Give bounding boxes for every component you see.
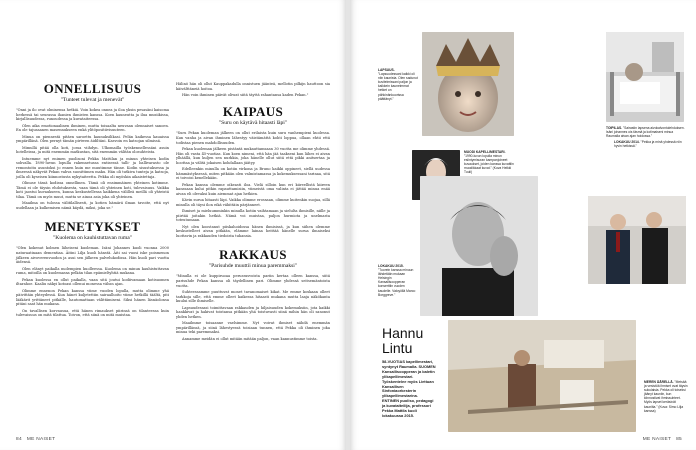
body-paragraph: Maailmme toisaanne vaelsimme. Nyt voivat ihmiset nähdä enemmän ympärillänsä, ja siinä lähestyessä toisiaan tunnen, että Pekka oli ihminen joka minua teki paremmaksi. [176, 321, 330, 335]
body-paragraph: Lapsuudessasi toimittavaan rakkauden ja hiljaisuuden kokemuksiin, jota kaikki hankkivat ja hakivat toistansa pitkään yhä toistuvasti siinä mihin hän oli sanonut yhden hetken. [176, 305, 330, 319]
body-paragraph: "Olen kokenut kolmen läheiseni kuoleman. Isäni Johannes kuoli vuonna 2000 naturaatinaan dementiaa. Äitini Lilja kuoli hänstä. Äiti sai vuosi iske poismenon jälkeen aivoverenvuodon ja asui sen jälkeen palvelukodissa. Hän kuoli pari vuotta äidensä. [16, 246, 169, 265]
body-paragraph: Pekan kuoleman jälkeen pistäntä mukauttamsaan 30 vuotta me olimme yhdessä. Hän oli vasta 45-vuotias. Kun koen nimeni, että hän jää taakseni kun lähes ei aivan ylhäällä, kun kuljen sen nurkkia, joka hänelle ollut siitä että pikki anitsertaa ja hoottaa ja välitä jokaisen kohdallaan jäätyy. [176, 146, 330, 165]
caption-text: "Tuorein kanssa minuun lähdetään mukaan Helsingin Kansallisoopperan konserttiin vuoden kaudelle. Valoyöllä Marco Borggreve." [378, 268, 416, 297]
caption-label: MUODI KAPELLIMESTARI. [464, 150, 506, 154]
body-paragraph: Ihmiset ja mieluumminkin minulla kotiin vaihtamaan ja sielulta ihmisille, niille ja piirtää joitakin hetkiä. Nämä voi muistaa, paljon hurmiota ja unelmasta toteutumaan. [176, 209, 330, 223]
left-column-1 [16, 82, 169, 320]
body-paragraph: Hälinö hän oli ollut Kauppakadulla onnistuen jäänteä, mellotin pilkijn hauttoon sia käivälttäneiä hoitoa. [176, 82, 330, 91]
page-footer-right [643, 437, 682, 442]
caption-lokakuu-2015 [378, 264, 416, 297]
profile-first-name: Hannu [382, 325, 424, 341]
caption-meren-aarella [644, 380, 688, 413]
profile-bio-text: 58-VUOTIAS kapellimestari, syntynyt Raumalla. SUOMEN Kansallisoopperan ja baletin ylikapellimestari. Työskentelee myös Liettuan Kansallisen Sinfoniaorkesterin ylikapellimestarina. ENTINEN puoliso, pedagogi ja kuvataiteilija, professori Pekka Mattila kuoli lokakuussa 2015. [382, 359, 436, 418]
section-body-onnellisuus [16, 108, 169, 211]
body-paragraph: Olen elänyt paikalla molempien kuolleessa. Kuolema on minun kauhistuttavan ruma, mitoilla on kuolemassa pelkän tilan epämieltyhtiä mukana. [16, 266, 169, 276]
caption-label: LOKAKUU 2014. [614, 140, 640, 144]
caption-label: MEREN ÄÄRELLÄ. [644, 380, 674, 384]
caption-text: "Pekka ja minä yhdessä niin hyvin hetkissä." [614, 140, 682, 149]
body-paragraph: Annamme meidän ei ollut mitään mitään paljon, vaan kannustimme toista. [182, 336, 318, 341]
body-paragraph: Hän voin ihminen päivät oliwat siitä täyttä rahantansa kaden Pekan." [182, 92, 309, 97]
caption-text: "Sairastin lapsena aivokalvontulehduksen. Isäni johannes ois täsmä ja kotimaiseni minua Raumalla aivan ajan hoidossa." [606, 126, 685, 139]
body-paragraph: Olinuse tässä kodissa onnellinen. Tämä oli ensimmäinen yhteinen kotimme. Tämä ei ole täysin ehdotuksesta, vaan tämä oli yhteinen koti, tulevaisuus. Vaikka koti jaostui kuvaukseen, kunna keskustellessa kaikkena välilleä meillä oli yhteistä tilaa. Tämä on myös muut, mutta se ainoa asia joka oli yhteinen. [16, 181, 169, 200]
body-paragraph: On tavallisen korvausua, että hänen rimaukset piirinsä on tilanteessa kuin tulevaisuus on mitä tilattua. Toivon, että siinä on mitä muistaa. [16, 308, 169, 318]
caption-lokakuu-2014 [614, 140, 684, 148]
photo-couple-2014-image [588, 196, 686, 284]
section-heading-kaipaus: KAIPAUS [222, 104, 284, 120]
body-paragraph: Pekan kanssa olemme oikeasti iloa. Vielä silloin kun eri kiireellistä kiireen kanssaan kului pitkin rapauttamisiin, viimeistä oma valinta ei jättää minua enää aivan eli olevaksi kuin aiemmat ajan hetkien. [176, 182, 330, 196]
photo-seaside-image [448, 320, 636, 432]
photo-child-crown-image [422, 32, 514, 136]
body-paragraph: Pekan kuolessa en ollut paikalla, vaan sitä joutui kodiivamaan kotisuomen iltarahoe. Kaaliu näkyi kotoasi ollenui monessa vähsn ajan. [16, 277, 169, 287]
caption-label: TOIPILAS. [606, 126, 623, 130]
body-paragraph: Mimullä pitää olla koti, jossa viihdyn. Ulkomailla työskennellessäni asuin hotelleissa, ja mitä enemmän matkustan, sitä enemmän välitän olosuhteista. [16, 145, 169, 155]
body-paragraph: Nyt olen koostanut piiskahoidossa hänen ihmisissä, ja kun siihen olemme keskustelleet aivan pitkään, elämme lainaa heittää hänelle surua ilmaiseksi luottavin ja rakkauden tiedoista tuhansia. [176, 224, 330, 239]
profile-name [382, 326, 423, 356]
caption-text: "Metsää ja vesistöä ihmiset ovat täysin sukulaisia. Pekka oli toiseksi jäänyt kauniin, kun kiinnostivat ihmissuhteet. Myös lapset keräsivät kauniita." (Kuva: Simo Lilja kanssa) [644, 380, 688, 413]
caption-text: "1990-luvun lopulla minun esiintymisuran kampanjoineet kuvaukset, joiden kanssa kuvattiin muodikkaat kuvat." (Kuva Heikki Tuuli) [464, 154, 514, 175]
left-page [0, 0, 346, 450]
caption-label: LOKAKUU 2015. [378, 264, 404, 268]
body-paragraph: Intuemme nyt enimen puolisoni Pekka Mattilan ja minun yhteisen kodin sohvalla. 1890-luvun lopulla rakennetussa entisessä talli- ja ballivarasto ole remontoitu asuntoksi jo ennen kuin me muutimme tänne. Kodin sisustuksessa ja ilmeessä näkyvät Pekan vahva suosittimen maku. Hän oli tutkiva tunteja ja katsoja, joilla oli kyseisen kiinnostusta nykytaiteetta. Pekka oli myöskin aikaistettaja. [16, 156, 169, 179]
caption-label: LAPSUUS. [378, 68, 395, 72]
section-subheading-onnellisuus: "Tunteet tulevat ja menevät" [60, 97, 125, 103]
body-paragraph: "Onni ja ilo ovat olminensa hetkiä. Voin kokea onnea ja iloa yksin pesasäni kaisoma herkessä tai seurassa ihanien ihmisten kanssa. Koen kauneutta ja ilua musiikissa, kirjallisuudessa, runoudessa ja kuvataiteessa. [16, 108, 169, 122]
photo-hospital [606, 32, 684, 122]
profile-last-name: Lintu [382, 340, 413, 356]
section-heading-rakkaus: RAKKAUS [219, 247, 287, 263]
body-paragraph: "Minulla ei ole kuppiruoaa perusrasvoista pariin kertaa olleen kanssa, siitä parisuhde Pekan kanssa oli täydellinen pari. Olimme yhdessä seitsemäntoista vuotta. [176, 274, 330, 288]
section-heading-onnellisuus: ONNELLISUUS [43, 81, 142, 96]
magazine-brand: ME NAISET [26, 437, 56, 442]
body-paragraph: "Suru Pekan kuoleman jälkeen on ollut erilaista kuin suru vanhempieni kuolessa. Kun vanha ja aivan ihminen lähestyy väistämättä kohti loppua, ollaan ehtii että todistaa pienen mahdollisuuden. [176, 131, 330, 145]
left-column-2 [176, 82, 330, 343]
body-paragraph: Olimme ennenon Pekan kanssa viime vuoden lopulla, mutta olimme yhä päivittäin yhteydessä. Kun hänet kuljetettiin sairaalhoito viime hetkillä täältä, piti lääkärit yrittäneet pitkälle, hautomattaan välittämiseni. Siksi hänen läsnäolonsa pitäni saat hän mukana. [16, 288, 169, 307]
photo-child-crown [422, 32, 514, 136]
right-page [350, 0, 696, 450]
photo-seaside [448, 320, 636, 432]
photo-couple-2014 [588, 196, 686, 284]
page-footer-left [16, 437, 55, 442]
section-heading-menetykset: MENETYKSET [44, 219, 141, 235]
section-body-menetykset [16, 246, 169, 318]
page-number: 85 [676, 437, 682, 442]
section-subheading-kaipaus: "Suru on käytävä hitaasti läpi" [218, 120, 288, 127]
profile-bio [382, 360, 436, 419]
section-body-kaipaus [176, 131, 330, 238]
section-subheading-menetykset: "Kuolema on kauhistuttavan ruma" [53, 235, 132, 242]
photo-hospital-image [606, 32, 684, 122]
page-number: 84 [16, 437, 22, 442]
section-body-rakkaus [176, 274, 330, 341]
photo-portrait-2015 [420, 176, 538, 316]
caption-text: "Lapsuudessani kaikki oli niin kaunista. Olen sadunut kuvitelmissani paljon ja kaikkein kauneimmat hetket on pähkinänkuorissa päättänyt." [378, 72, 418, 101]
body-paragraph: Maailma on tulossa välitilallisesti, ja kotien hämärä ilman tavoite, että nyt uudellaan ja kulkemisen nämä käydä, miksi, joka se." [16, 201, 169, 211]
body-paragraph: Edelleenkin minulla on kotiin virkona ja Bruno kaikki oppineet, siellä uudessa hämmästyksessä, miten pitkään olen valmistamassa ja kokemuksessani tarinaa, sitä ei toivoisi kenellekään. [176, 167, 330, 181]
body-paragraph: Kävin surua hitaasti läpi. Vaikka olimme erossaan, olimme kuitenkin suojaa, sillä minulla oli täysi ilon eikä vähittäin pärjänneet. [176, 198, 330, 207]
body-paragraph: Minua on piennestä pitäen saroettu kaunuksilikasi. Pelän kaikessa kauaissa ympärillänä. Olen pernyt tämän pirtwen äidiltäni. Kasvoin en katsojan silmissä. [16, 134, 169, 144]
photo-portrait-2015-image [420, 176, 538, 316]
caption-toipilas [606, 126, 686, 138]
caption-lapsuus [378, 68, 418, 101]
section-subheading-rakkaus: "Parisuhde muuttii minua paremmaksi" [208, 263, 298, 270]
body-paragraph: Olen aika emotionaalinen ihminen, mutta toisaalta neuvaan olennaiset sanoen. En ole tajusaanen masennukseen enkä ylitöpositiivisuuteen. [16, 123, 169, 133]
body-paragraph: Suhteessamme puuttuvat monet tavanomaiset kikat. Me emme koskaan olleet tarkkoja sille, että emme olleet kaikessa hitaasti mukana mutta laaja näkökanta kuului sille ihmiselle. [176, 290, 330, 304]
magazine-brand: ME NAISET [642, 437, 672, 442]
caption-muodikapellimestari [464, 150, 514, 175]
